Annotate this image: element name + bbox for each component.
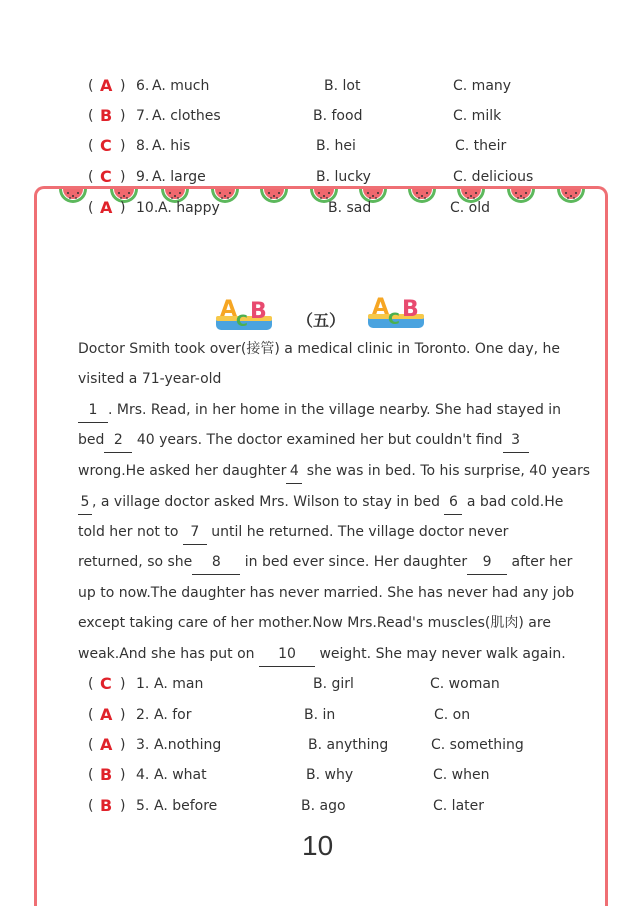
blank: 6 <box>444 490 462 515</box>
question-number: 6. <box>136 78 150 94</box>
option-b: B. hei <box>316 138 356 154</box>
passage-line <box>78 642 566 667</box>
passage-line <box>78 428 529 453</box>
blank: 10 <box>259 642 315 667</box>
answer-letter: B <box>100 106 113 125</box>
answer-letter: B <box>100 765 113 784</box>
watermelon-slice-icon <box>259 188 289 210</box>
option-b: B. sad <box>328 200 372 216</box>
question-number: 1. <box>136 676 150 692</box>
bracket-close: ) <box>120 78 126 94</box>
question-number: 10. <box>136 200 159 216</box>
option-b: B. why <box>306 767 354 783</box>
passage-text: weight. She may never walk again. <box>315 646 566 662</box>
answer-letter: A <box>100 198 113 217</box>
option-a: A. what <box>154 767 207 783</box>
passage-line: visited a 71-year-old <box>78 371 222 387</box>
section-title: （五） <box>297 311 346 330</box>
answer-letter: C <box>100 674 112 693</box>
passage-line: Doctor Smith took over(接管) a medical clinic in Toronto. One day, he <box>78 341 561 357</box>
option-b: B. in <box>304 707 336 723</box>
blank: 9 <box>467 550 507 575</box>
question-number: 5. <box>136 798 150 814</box>
svg-text:C: C <box>236 311 248 330</box>
abc-logo-left <box>214 290 274 332</box>
blank: 3 <box>503 428 529 453</box>
question-number: 2. <box>136 707 150 723</box>
bracket-open: ( <box>88 767 94 783</box>
passage-text: after her <box>507 554 573 570</box>
option-c: C. when <box>433 767 490 783</box>
passage-line: except taking care of her mother.Now Mrs.Read's muscles(肌肉) are <box>78 615 551 631</box>
watermelon-slice-icon <box>506 188 536 210</box>
svg-text:B: B <box>402 297 419 322</box>
bracket-open: ( <box>88 200 94 216</box>
option-b: B. anything <box>308 737 389 753</box>
answer-letter: C <box>100 136 112 155</box>
passage-text: bed <box>78 432 105 448</box>
bracket-close: ) <box>120 767 126 783</box>
option-c: C. delicious <box>453 169 534 185</box>
passage-text: 40 years. The doctor examined her but couldn't find <box>132 432 503 448</box>
passage-line <box>78 459 590 484</box>
passage-text: , a village doctor asked Mrs. Wilson to stay in bed <box>92 494 445 510</box>
passage-text: in bed ever since. Her daughter <box>240 554 468 570</box>
question-number: 4. <box>136 767 150 783</box>
option-c: C. woman <box>430 676 500 692</box>
svg-text:C: C <box>388 309 400 328</box>
question-number: 9. <box>136 169 150 185</box>
bracket-close: ) <box>120 200 126 216</box>
blank: 4 <box>286 459 302 484</box>
option-b: B. food <box>313 108 363 124</box>
bracket-close: ) <box>120 676 126 692</box>
blank: 1 <box>78 398 108 423</box>
passage-text: she was in bed. To his surprise, 40 years <box>302 463 591 479</box>
svg-text:A: A <box>220 297 238 322</box>
bracket-close: ) <box>120 138 126 154</box>
passage-text: told her not to <box>78 524 183 540</box>
option-b: B. lucky <box>316 169 371 185</box>
answer-letter: B <box>100 796 113 815</box>
answer-letter: A <box>100 735 113 754</box>
option-c: C. many <box>453 78 512 94</box>
bracket-open: ( <box>88 138 94 154</box>
option-a: A. large <box>152 169 206 185</box>
answer-letter: A <box>100 705 113 724</box>
blank: 7 <box>183 520 207 545</box>
bracket-close: ) <box>120 798 126 814</box>
option-c: C. milk <box>453 108 502 124</box>
passage-line: up to now.The daughter has never married. She has never had any job <box>78 585 575 601</box>
option-c: C. on <box>434 707 471 723</box>
blank: 2 <box>104 428 132 453</box>
svg-text:A: A <box>372 295 390 320</box>
bracket-close: ) <box>120 737 126 753</box>
answer-letter: C <box>100 167 112 186</box>
bracket-open: ( <box>88 108 94 124</box>
bracket-open: ( <box>88 737 94 753</box>
bracket-open: ( <box>88 707 94 723</box>
watermelon-slice-icon <box>58 188 88 210</box>
answer-letter: A <box>100 76 113 95</box>
passage-line <box>78 550 572 575</box>
passage-text: until he returned. The village doctor never <box>206 524 509 540</box>
watermelon-slice-icon <box>407 188 437 210</box>
passage-text: weak.And she has put on <box>78 646 260 662</box>
question-number: 3. <box>136 737 150 753</box>
passage-line <box>78 490 563 515</box>
bracket-open: ( <box>88 798 94 814</box>
bracket-close: ) <box>120 707 126 723</box>
svg-text:B: B <box>250 299 267 324</box>
question-number: 8. <box>136 138 150 154</box>
option-a: A. happy <box>158 200 220 216</box>
passage-text: wrong.He asked her daughter <box>78 463 287 479</box>
passage-text: . Mrs. Read, in her home in the village nearby. She had stayed in <box>108 402 562 418</box>
bracket-close: ) <box>120 108 126 124</box>
passage-line <box>78 398 561 423</box>
bracket-close: ) <box>120 169 126 185</box>
option-a: A. man <box>154 676 204 692</box>
blank: 8 <box>192 550 240 575</box>
blank: 5 <box>78 490 92 515</box>
passage-line <box>78 520 508 545</box>
passage-text: returned, so she <box>78 554 193 570</box>
bracket-open: ( <box>88 78 94 94</box>
page-number: 10 <box>302 830 334 861</box>
watermelon-slice-icon <box>556 188 586 210</box>
option-c: C. something <box>431 737 524 753</box>
option-a: A. clothes <box>152 108 221 124</box>
passage-text: a bad cold.He <box>462 494 564 510</box>
question-number: 7. <box>136 108 150 124</box>
option-b: B. ago <box>301 798 346 814</box>
option-a: A. for <box>154 707 192 723</box>
option-b: B. lot <box>324 78 361 94</box>
option-a: A. before <box>154 798 218 814</box>
option-a: A. his <box>152 138 191 154</box>
option-c: C. later <box>433 798 485 814</box>
bracket-open: ( <box>88 169 94 185</box>
bracket-open: ( <box>88 676 94 692</box>
option-c: C. their <box>455 138 507 154</box>
option-c: C. old <box>450 200 491 216</box>
option-b: B. girl <box>313 676 354 692</box>
option-a: A. much <box>152 78 210 94</box>
abc-logo-right <box>366 288 426 330</box>
option-a: A.nothing <box>154 737 222 753</box>
